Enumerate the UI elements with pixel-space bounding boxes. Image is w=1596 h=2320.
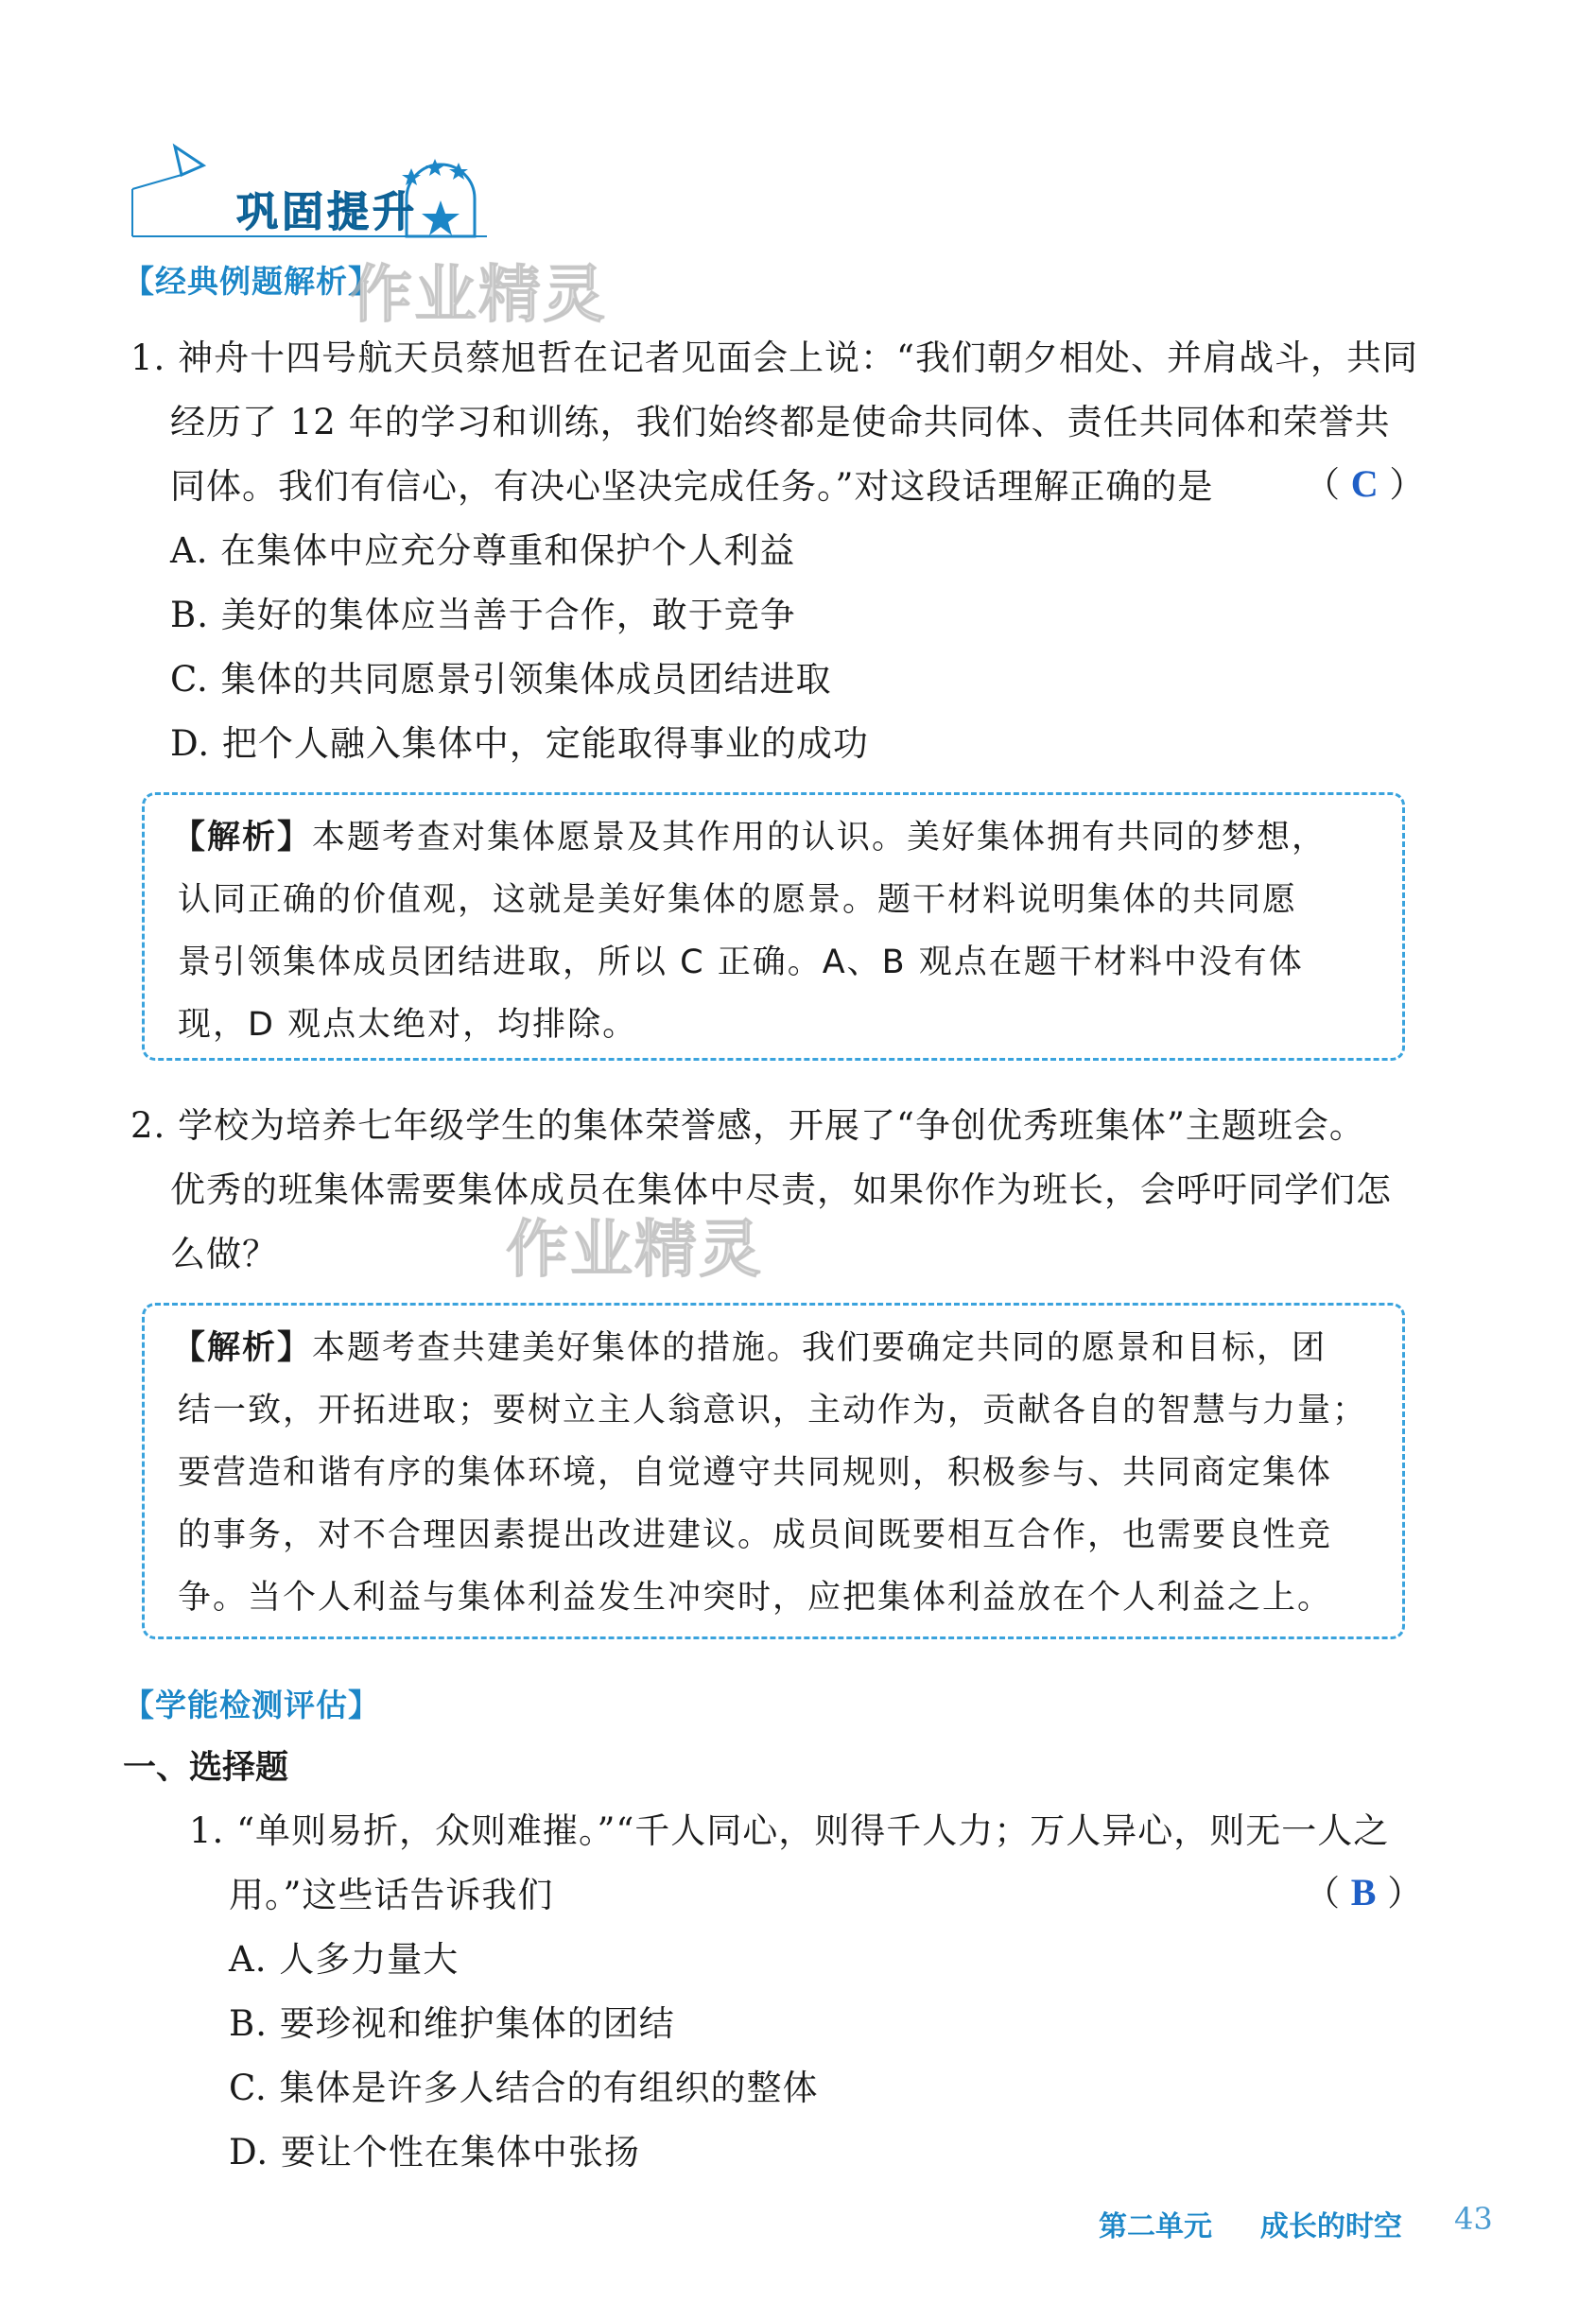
p1q1-option-d: D. 要让个性在集体中张扬	[229, 2132, 640, 2173]
q1-analysis-line-2: 认同正确的价值观，这就是美好集体的愿景。题干材料说明集体的共同愿	[178, 881, 1298, 919]
footer-unit-title: 成长的时空	[1259, 2210, 1402, 2243]
p1q1-option-c: C. 集体是许多人结合的有组织的整体	[229, 2068, 819, 2108]
q2-line-3: 么做？	[170, 1234, 278, 1274]
q1-analysis-line-4: 现，D 观点太绝对，均排除。	[178, 1006, 638, 1044]
q2-line-2: 优秀的班集体需要集体成员在集体中尽责，如果你作为班长，会呼吁同学们怎	[170, 1169, 1392, 1210]
analysis-tag: 【解析】	[172, 1329, 313, 1367]
q2-analysis-line-1	[172, 1322, 1327, 1369]
q1-option-a: A. 在集体中应充分尊重和保护个人利益	[170, 530, 796, 571]
q2-analysis-line-2: 结一致，开拓进取；要树立主人翁意识，主动作为，贡献各自的智慧与力量；	[178, 1392, 1368, 1429]
p1q1-line-2: 用。”这些话告诉我们	[229, 1875, 554, 1915]
q1-analysis-text-1: 本题考查对集体愿景及其作用的认识。美好集体拥有共同的梦想，	[312, 819, 1327, 857]
part-heading-multiple-choice: 一、选择题	[123, 1749, 289, 1787]
answer-close-paren: ）	[1389, 464, 1425, 505]
q1-line-1: 1. 神舟十四号航天员蔡旭哲在记者见面会上说：“我们朝夕相处、并肩战斗，共同	[130, 338, 1418, 378]
p1q1-answer: B	[1350, 1871, 1377, 1913]
q1-line-2: 经历了 12 年的学习和训练，我们始终都是使命共同体、责任共同体和荣誉共	[170, 402, 1391, 442]
section-title-assessment: 【学能检测评估】	[123, 1687, 380, 1723]
section-banner	[123, 142, 501, 246]
footer-unit-label: 第二单元	[1099, 2210, 1212, 2243]
p1q1-option-b: B. 要珍视和维护集体的团结	[229, 2003, 675, 2044]
q1-answer-bracket	[1305, 456, 1424, 507]
section-title-example-analysis: 【经典例题解析】	[123, 263, 380, 300]
answer-open-paren: （	[1305, 464, 1340, 505]
q2-analysis-line-4: 的事务，对不合理因素提出改进建议。成员间既要相互合作，也需要良性竞	[178, 1516, 1333, 1554]
q1-analysis-line-3: 景引领集体成员团结进取，所以 C 正确。A、B 观点在题干材料中没有体	[178, 944, 1304, 981]
q1-option-d: D. 把个人融入集体中，定能取得事业的成功	[170, 723, 869, 764]
q2-analysis-line-5: 争。当个人利益与集体利益发生冲突时，应把集体利益放在个人利益之上。	[178, 1579, 1333, 1617]
q1-option-c: C. 集体的共同愿景引领集体成员团结进取	[170, 659, 832, 700]
q1-line-3: 同体。我们有信心，有决心坚决完成任务。”对这段话理解正确的是	[170, 466, 1214, 507]
q1-analysis-line-1	[172, 811, 1327, 858]
p1q1-line-1: 1. “单则易折，众则难摧。”“千人同心，则得千人力；万人异心，则无一人之	[189, 1810, 1390, 1851]
banner-title: 巩固提升	[236, 188, 418, 236]
analysis-tag: 【解析】	[172, 819, 313, 857]
watermark: 作业精灵	[506, 1213, 763, 1286]
p1q1-option-a: A. 人多力量大	[229, 1939, 460, 1980]
q2-line-1: 2. 学校为培养七年级学生的集体荣誉感，开展了“争创优秀班集体”主题班会。	[130, 1105, 1365, 1146]
q2-analysis-line-3: 要营造和谐有序的集体环境，自觉遵守共同规则，积极参与、共同商定集体	[178, 1454, 1333, 1492]
footer-unit	[1099, 2203, 1402, 2244]
q1-answer: C	[1350, 462, 1379, 505]
watermark: 作业精灵	[350, 258, 607, 331]
q1-option-b: B. 美好的集体应当善于合作，敢于竞争	[170, 595, 796, 635]
q2-analysis-text-1: 本题考查共建美好集体的措施。我们要确定共同的愿景和目标，团	[312, 1329, 1327, 1367]
page-number: 43	[1454, 2201, 1493, 2237]
answer-close-paren: ）	[1387, 1873, 1423, 1913]
answer-open-paren: （	[1305, 1873, 1340, 1913]
p1q1-answer-bracket	[1305, 1864, 1422, 1915]
